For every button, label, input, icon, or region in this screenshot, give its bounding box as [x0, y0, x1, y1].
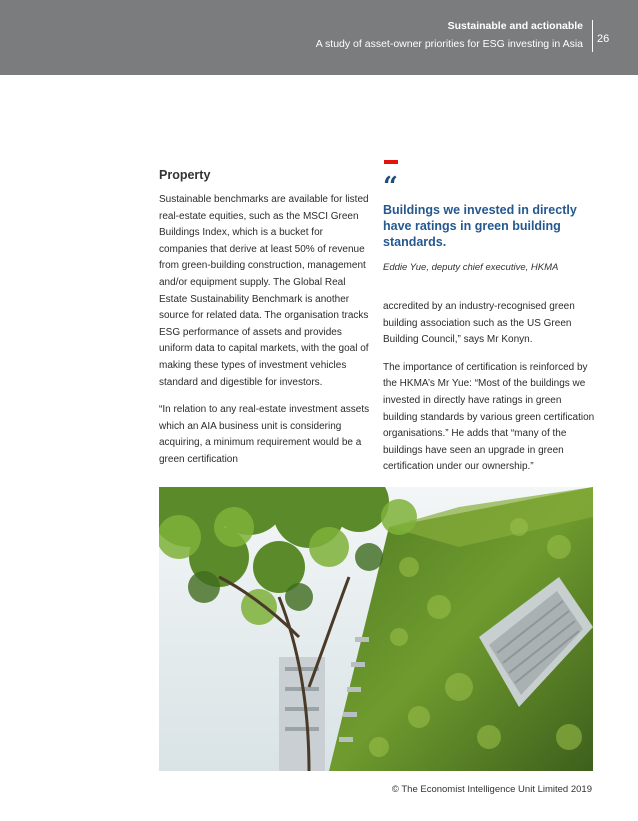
page-header: [0, 0, 638, 75]
right-column: [383, 160, 598, 487]
body-paragraph: accredited by an industry-recognised green building association such as the US Green Building Council,” says Mr Konyn.: [383, 301, 575, 346]
report-subtitle: A study of asset-owner priorities for ESG investing in Asia: [315, 38, 583, 50]
page-number: 26: [597, 33, 610, 45]
report-title: Sustainable and actionable: [447, 20, 583, 32]
body-paragraph: “In relation to any real-estate investment assets which an AIA business unit is considering acquiring, a minimum requirement would be a green certification: [159, 404, 370, 465]
left-column: [159, 168, 371, 480]
section-heading: Property: [159, 168, 211, 182]
copyright-footer: © The Economist Intelligence Unit Limited 2019: [391, 784, 592, 795]
pull-quote: Buildings we invested in directly have ratings in green building standards.: [383, 203, 577, 249]
quote-attribution: Eddie Yue, deputy chief executive, HKMA: [383, 262, 559, 273]
green-building-photo: [159, 487, 593, 771]
header-divider: [592, 20, 593, 52]
body-paragraph: The importance of certification is reinforced by the HKMA’s Mr Yue: “Most of the buildings we invested in directly have ratings in green building standards by various green certification organisations.” He adds that “many of the buildings have seen an upgrade in green certification under our ownership.”: [383, 361, 595, 473]
body-paragraph: Sustainable benchmarks are available for listed real-estate equities, such as the MSCI Green Buildings Index, which is a bucket for companies that derive at least 50% of revenue from green-building construction, management and/or equipment supply. The Global Real Estate Sustainability Benchmark is another source for related data. The organisation tracks ESG performance of assets and provides uniform data to capital markets, with the goal of making these types of investment vehicles standard and digestible for investors.: [159, 194, 369, 388]
accent-bar: [384, 160, 398, 164]
quote-mark-icon: “: [383, 172, 398, 202]
